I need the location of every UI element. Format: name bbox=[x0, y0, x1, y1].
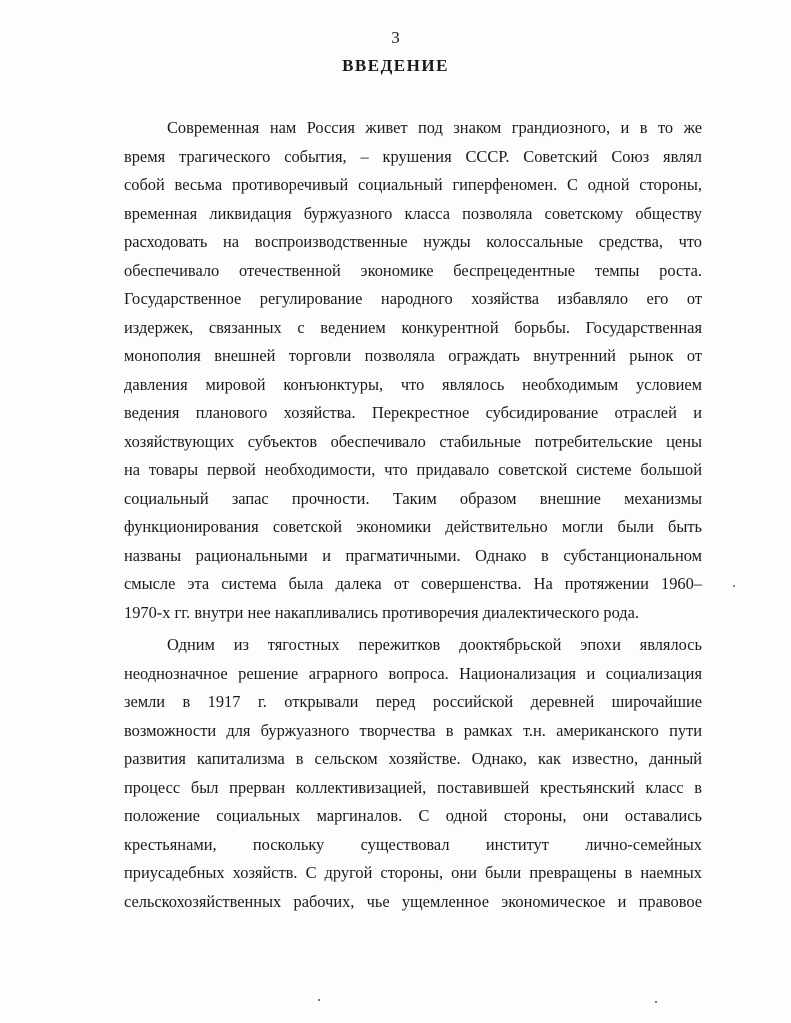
text-line: хозяйствующих субъектов обеспечивало стабильные потребительские цены bbox=[124, 431, 702, 451]
text-line: возможности для буржуазного творчества в рамках т.н. американского пути bbox=[124, 720, 702, 740]
text-line: время трагического события, – крушения СССР. Советский Союз являл bbox=[124, 146, 702, 166]
body-text bbox=[124, 114, 702, 916]
text-line: монополия внешней торговли позволяла ограждать внутренний рынок от bbox=[124, 346, 702, 365]
scan-speck bbox=[655, 1001, 657, 1003]
text-line: 1970-х гг. внутри нее накапливались противоречия диалектического рода. bbox=[124, 602, 640, 622]
paragraph bbox=[124, 631, 702, 916]
text-line: приусадебных хозяйств. С другой стороны, они были превращены в наемных bbox=[124, 863, 702, 882]
text-line: давления мировой конъюнктуры, что являлось необходимым условием bbox=[124, 374, 702, 394]
text-line: Одним из тягостных пережитков дооктябрьской эпохи являлось bbox=[167, 635, 702, 654]
text-line: расходовать на воспроизводственные нужды колоссальные средства, что bbox=[124, 232, 702, 251]
text-line: развития капитализма в сельском хозяйстве. Однако, как известно, данный bbox=[124, 749, 702, 768]
text-line: социальный запас прочности. Таким образом внешние механизмы bbox=[124, 488, 702, 508]
text-line: ведения планового хозяйства. Перекрестное субсидирование отраслей и bbox=[124, 403, 702, 422]
text-line: положение социальных маргиналов. С одной стороны, они оставались bbox=[124, 806, 702, 825]
text-line: неоднозначное решение аграрного вопроса. Национализация и социализация bbox=[124, 663, 702, 683]
text-line: собой весьма противоречивый социальный гиперфеномен. С одной стороны, bbox=[124, 175, 702, 194]
text-line: функционирования советской экономики действительно могли были быть bbox=[124, 517, 702, 536]
paragraph bbox=[124, 114, 702, 627]
text-line: обеспечивало отечественной экономике беспрецедентные темпы роста. bbox=[124, 260, 702, 280]
text-line: на товары первой необходимости, что придавало советской системе большой bbox=[124, 460, 702, 479]
text-line: смысле эта система была далека от совершенства. На протяжении 1960– bbox=[124, 574, 702, 593]
text-line: издержек, связанных с ведением конкурентной борьбы. Государственная bbox=[124, 317, 702, 337]
text-line: земли в 1917 г. открывали перед российской деревней широчайшие bbox=[124, 692, 702, 711]
text-line: Современная нам Россия живет под знаком грандиозного, и в то же bbox=[167, 118, 702, 137]
text-line: сельскохозяйственных рабочих, чье ущемленное экономическое и правовое bbox=[124, 891, 702, 911]
text-line: крестьянами, поскольку существовал институт лично-семейных bbox=[124, 834, 702, 854]
text-line: Государственное регулирование народного хозяйства избавляло его от bbox=[124, 289, 702, 308]
scan-speck bbox=[318, 999, 320, 1001]
page-number: 3 bbox=[391, 28, 400, 47]
section-title: ВВЕДЕНИЕ bbox=[342, 56, 449, 75]
text-line: процесс был прерван коллективизацией, поставившей крестьянский класс в bbox=[124, 777, 702, 797]
scan-speck bbox=[733, 585, 735, 587]
text-line: названы рациональными и прагматичными. Однако в субстанциональном bbox=[124, 545, 702, 565]
text-line: временная ликвидация буржуазного класса позволяла советскому обществу bbox=[124, 203, 702, 223]
